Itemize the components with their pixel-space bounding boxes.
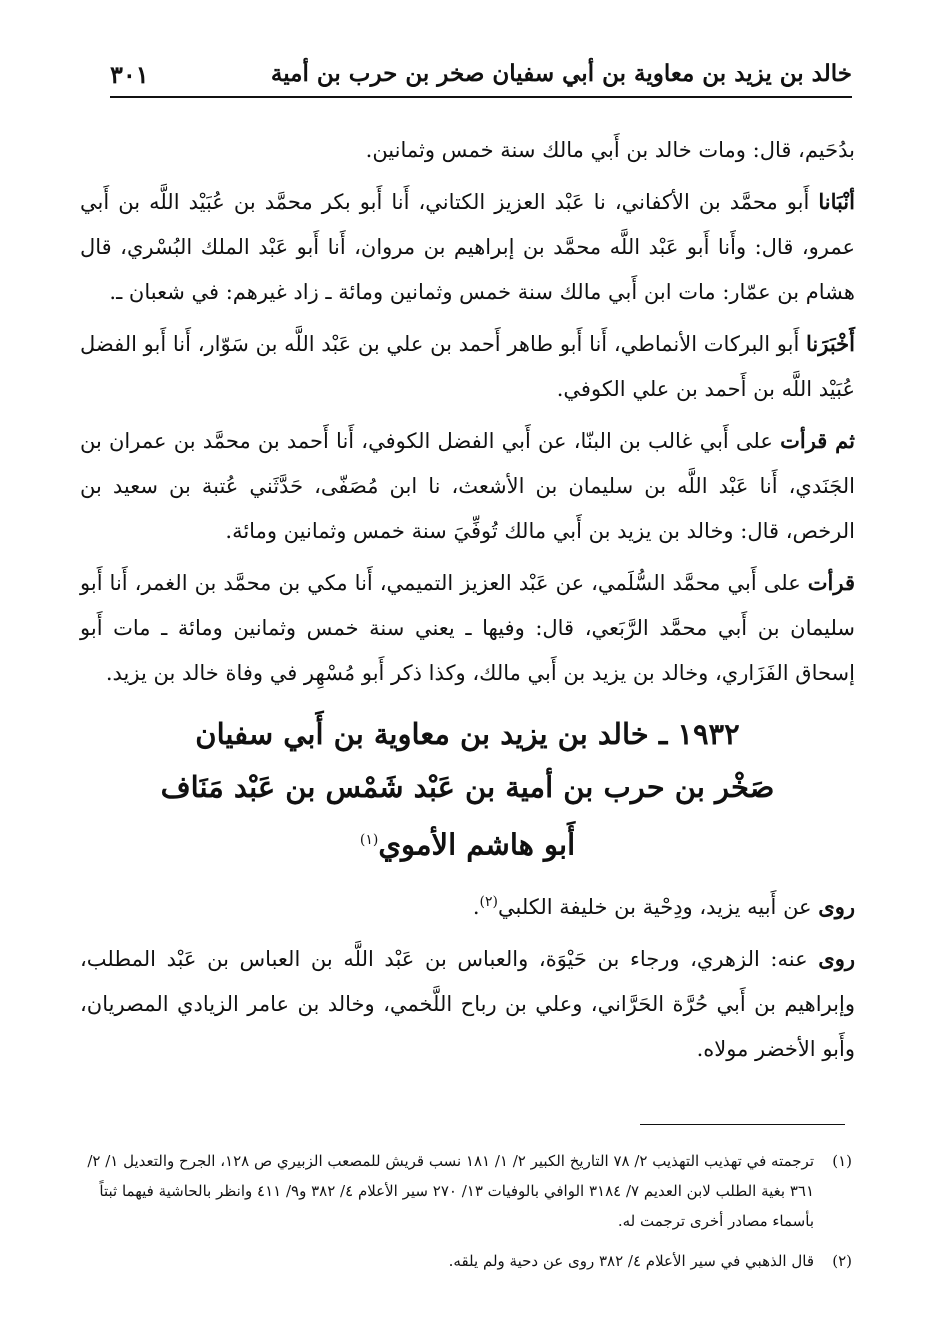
narrated-by-paragraph — [80, 936, 855, 1072]
paragraph-lead: أَخْبَرَنا — [806, 331, 855, 356]
paragraph-lead: ثم قرأت — [780, 428, 855, 453]
paragraph-text: عن أَبيه يزيد، ودِحْية بن خليفة الكلبي — [497, 894, 819, 919]
narrated-from-paragraph — [80, 880, 855, 930]
page-number: ٣٠١ — [110, 60, 149, 89]
footnote-number: (١) — [832, 1152, 852, 1170]
paragraph — [80, 418, 855, 554]
paragraph-lead: قرأت — [807, 570, 855, 595]
header-title: خالد بن يزيد بن معاوية بن أبي سفيان صخر بن حرب بن أمية — [270, 60, 852, 87]
paragraph-text: أَبو البركات الأنماطي، أَنا أَبو طاهر أَحمد بن علي بن عَبْد اللَّه بن سَوّار، أَنا أَبو الفضل عُبَيْد اللَّه بن أَحمد بن علي الكوفي. — [80, 332, 855, 401]
header-rule — [110, 96, 852, 98]
paragraph-lead: أنْبَانا — [818, 189, 855, 214]
footnotes — [80, 1146, 852, 1286]
paragraph-text: على أَبي غالب بن البنّا، عن أَبي الفضل الكوفي، أَنا أَحمد بن محمَّد بن عمران بن الجَنَدي، أَنا عَبْد اللَّه بن سليمان بن الأشعث، نا ابن مُصَفّى، حَدَّثَني عُتبة بن سعيد بن الرخص، قال: وخالد بن يزيد بن أَبي مالك تُوفِّيَ سنة خمس وثمانين ومائة. — [80, 429, 855, 543]
paragraph-lead: روى — [818, 893, 855, 919]
paragraph — [80, 179, 855, 315]
footnote-number: (٢) — [832, 1252, 852, 1270]
footnote-divider — [640, 1124, 845, 1125]
entry-heading — [80, 708, 855, 872]
paragraph — [80, 560, 855, 696]
entry-heading-name: أَبو هاشم الأموي — [378, 827, 576, 862]
footnote-reference: (٢) — [479, 893, 498, 910]
body-text — [80, 128, 855, 1078]
paragraph-end: . — [472, 894, 480, 919]
footnote-reference: (١) — [359, 832, 379, 848]
paragraph-text: أَبو محمَّد بن الأكفاني، نا عَبْد العزيز الكتاني، أَنا أَبو بكر محمَّد بن عُبَيْد اللَّه بن أَبي عمرو، قال: وأَنا أَبو عَبْد اللَّه محمَّد بن إبراهيم بن مروان، أَنا أَبو عَبْد الملك البُسْري، قال هشام بن عمّار: مات ابن أَبي مالك سنة خمس وثمانين ومائة ـ زاد غيرهم: في شعبان ـ. — [80, 190, 855, 304]
entry-heading-line: صَخْر بن حرب بن أمية بن عَبْد شَمْس بن عَبْد مَنَاف — [160, 770, 775, 804]
footnote-text: قال الذهبي في سير الأعلام ٤/ ٣٨٢ روى عن دحية ولم يلقه. — [448, 1252, 814, 1270]
paragraph-text: بدُحَيم، قال: ومات خالد بن أَبي مالك سنة خمس وثمانين. — [365, 138, 855, 162]
entry-heading-line: ١٩٣٢ ـ خالد بن يزيد بن معاوية بن أَبي سفيان — [195, 717, 740, 751]
footnote-text: ترجمته في تهذيب التهذيب ٢/ ٧٨ التاريخ الكبير ٢/ ١/ ١٨١ نسب قريش للمصعب الزبيري ص ١٢٨، الجرح والتعديل ١/ ٢/ ٣٦١ بغية الطلب لابن العديم ٧/ ٣١٨٤ الوافي بالوفيات ١٣/ ٢٧٠ سير الأعلام ٤/ ٣٨٢ و٩/ ٤١١ وانظر بالحاشية فيهما ثبتاً بأسماء مصادر أخرى ترجمت له. — [87, 1152, 814, 1230]
paragraph-text: عنه: الزهري، ورجاء بن حَيْوَة، والعباس بن عَبْد اللَّه بن العباس بن عَبْد المطلب، وإبراهيم بن أَبي حُرَّة الحَرَّاني، وعلي بن رباح اللَّخمي، وخالد بن عامر الزيادي المصريان، وأَبو الأخضر مولاه. — [80, 946, 856, 1061]
running-header — [110, 58, 852, 98]
footnote — [80, 1146, 852, 1236]
paragraph-lead: روى — [818, 945, 855, 971]
paragraph-text: على أَبي محمَّد السُّلَمي، عن عَبْد العزيز التميمي، أَنا مكي بن محمَّد بن الغمر، أَنا أَبو سليمان بن أَبي محمَّد الرَّبَعي، قال: وفيها ـ يعني سنة خمس وثمانين ومائة ـ مات أَبو إسحاق الفَزَاري، وخالد بن يزيد بن أَبي مالك، وكذا ذكر أَبو مُسْهِر في وفاة خالد بن يزيد. — [80, 571, 855, 685]
footnote — [80, 1246, 852, 1276]
paragraph — [80, 128, 855, 173]
entry-heading-line — [80, 814, 855, 872]
paragraph — [80, 321, 855, 412]
